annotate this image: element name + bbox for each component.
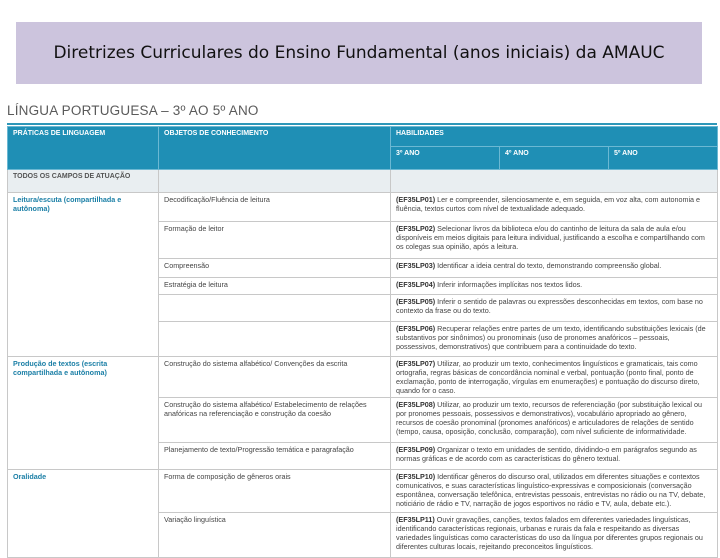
habilidade-text: Identificar gêneros do discurso oral, utilizados em diferentes situações e contextos comunicativos, e suas características linguístico-expressivas e composicionais (conversação espontânea, conversação telefônica, entrevistas pessoais, entrevistas no rádio ou na TV, debate, noticiário de rádio e TV, narração de jogos esportivos no rádio e TV, aula, debate etc.). [396, 472, 706, 508]
habilidade-text: Identificar a ideia central do texto, demonstrando compreensão global. [437, 261, 662, 270]
objeto-cell [159, 295, 391, 322]
objeto-cell: Forma de composição de gêneros orais [159, 470, 391, 513]
habilidade-text: Inferir informações implícitas nos textos lidos. [437, 280, 583, 289]
habilidade-code: (EF35LP06) [396, 324, 436, 333]
page-title: Diretrizes Curriculares do Ensino Fundamental (anos iniciais) da AMAUC [53, 43, 665, 63]
habilidade-code: (EF35LP09) [396, 445, 436, 454]
campos-empty [159, 170, 391, 193]
objeto-cell: Decodificação/Fluência de leitura [159, 193, 391, 222]
objeto-cell: Estratégia de leitura [159, 278, 391, 295]
header-ano5: 5º ANO [609, 147, 718, 170]
habilidade-text: Ler e compreender, silenciosamente e, em seguida, em voz alta, com autonomia e fluência, textos curtos com nível de textualidade adequado. [396, 195, 701, 213]
header-praticas: PRÁTICAS DE LINGUAGEM [8, 127, 159, 170]
pratica-cell: Produção de textos (escrita compartilhada e autônoma) [8, 357, 159, 470]
campos-row [8, 170, 718, 193]
title-banner [16, 22, 702, 84]
habilidade-cell [391, 222, 718, 259]
habilidade-code: (EF35LP02) [396, 224, 436, 233]
table-header-row [8, 127, 718, 147]
objeto-cell: Planejamento de texto/Progressão temática e paragrafação [159, 443, 391, 470]
habilidade-cell [391, 513, 718, 558]
habilidade-cell [391, 470, 718, 513]
habilidade-cell [391, 295, 718, 322]
habilidade-code: (EF35LP07) [396, 359, 436, 368]
habilidade-text: Utilizar, ao produzir um texto, recursos de referenciação (por substituição lexical ou por pronomes pessoais, possessivos e demonstrativos), vocabulário apropriado ao gênero, recursos de coesão pronominal (pronomes anafóricos) e articuladores de relações de sentido (tempo, causa, oposição, conclusão, comparação), com nível suficiente de informatividade. [396, 400, 703, 436]
habilidade-cell [391, 322, 718, 357]
campos-label: TODOS OS CAMPOS DE ATUAÇÃO [8, 170, 159, 193]
header-ano3: 3º ANO [391, 147, 500, 170]
pratica-cell: Leitura/escuta (compartilhada e autônoma) [8, 193, 159, 357]
campos-empty [391, 170, 718, 193]
subtitle-underline [7, 123, 717, 125]
header-objetos: OBJETOS DE CONHECIMENTO [159, 127, 391, 170]
table-row [8, 193, 718, 222]
habilidade-cell [391, 357, 718, 398]
habilidade-code: (EF35LP04) [396, 280, 436, 289]
habilidade-text: Organizar o texto em unidades de sentido, dividindo-o em parágrafos segundo as normas gráficas e de acordo com as características do gênero textual. [396, 445, 697, 463]
habilidade-code: (EF35LP11) [396, 515, 435, 524]
habilidade-text: Ouvir gravações, canções, textos falados em diferentes variedades linguísticas, identificando características regionais, urbanas e rurais da fala e respeitando as diversas variedades linguísticas como características do uso da língua por diferentes grupos regionais ou diferentes culturas locais, rejeitando preconceitos linguísticos. [396, 515, 703, 551]
habilidade-text: Recuperar relações entre partes de um texto, identificando substituições lexicais (de substantivos por sinônimos) ou pronominais (uso de pronomes anafóricos – pessoais, possessivos, demonstrativos) que contribuem para a continuidade do texto. [396, 324, 706, 351]
objeto-cell: Construção do sistema alfabético/ Estabelecimento de relações anafóricas na referenciação e construção da coesão [159, 398, 391, 443]
habilidade-cell [391, 278, 718, 295]
objeto-cell [159, 322, 391, 357]
habilidade-code: (EF35LP10) [396, 472, 436, 481]
habilidade-cell [391, 398, 718, 443]
habilidade-cell [391, 193, 718, 222]
habilidade-text: Selecionar livros da biblioteca e/ou do cantinho de leitura da sala de aula e/ou disponíveis em meios digitais para leitura individual, justificando a escolha e compartilhando com os colegas sua opinião, após a leitura. [396, 224, 705, 251]
objeto-cell: Construção do sistema alfabético/ Convenções da escrita [159, 357, 391, 398]
table-row [8, 357, 718, 398]
objeto-cell: Formação de leitor [159, 222, 391, 259]
habilidade-code: (EF35LP08) [396, 400, 436, 409]
habilidade-text: Inferir o sentido de palavras ou expressões desconhecidas em textos, com base no contexto da frase ou do texto. [396, 297, 703, 315]
habilidade-code: (EF35LP01) [396, 195, 436, 204]
habilidade-text: Utilizar, ao produzir um texto, conhecimentos linguísticos e gramaticais, tais como ortografia, regras básicas de concordância nominal e verbal, pontuação (ponto final, ponto de exclamação, ponto de interrogação, vírgulas em enumerações) e pontuação do discurso direto, quando for o caso. [396, 359, 700, 395]
table-row [8, 470, 718, 513]
header-habilidades: HABILIDADES [391, 127, 718, 147]
habilidade-code: (EF35LP03) [396, 261, 436, 270]
pratica-cell: Oralidade [8, 470, 159, 558]
habilidade-cell [391, 443, 718, 470]
header-ano4: 4º ANO [500, 147, 609, 170]
habilidade-cell [391, 259, 718, 278]
section-subtitle: LÍNGUA PORTUGUESA – 3º AO 5º ANO [7, 103, 259, 118]
habilidade-code: (EF35LP05) [396, 297, 436, 306]
objeto-cell: Variação linguística [159, 513, 391, 558]
curriculum-table [7, 126, 718, 558]
objeto-cell: Compreensão [159, 259, 391, 278]
